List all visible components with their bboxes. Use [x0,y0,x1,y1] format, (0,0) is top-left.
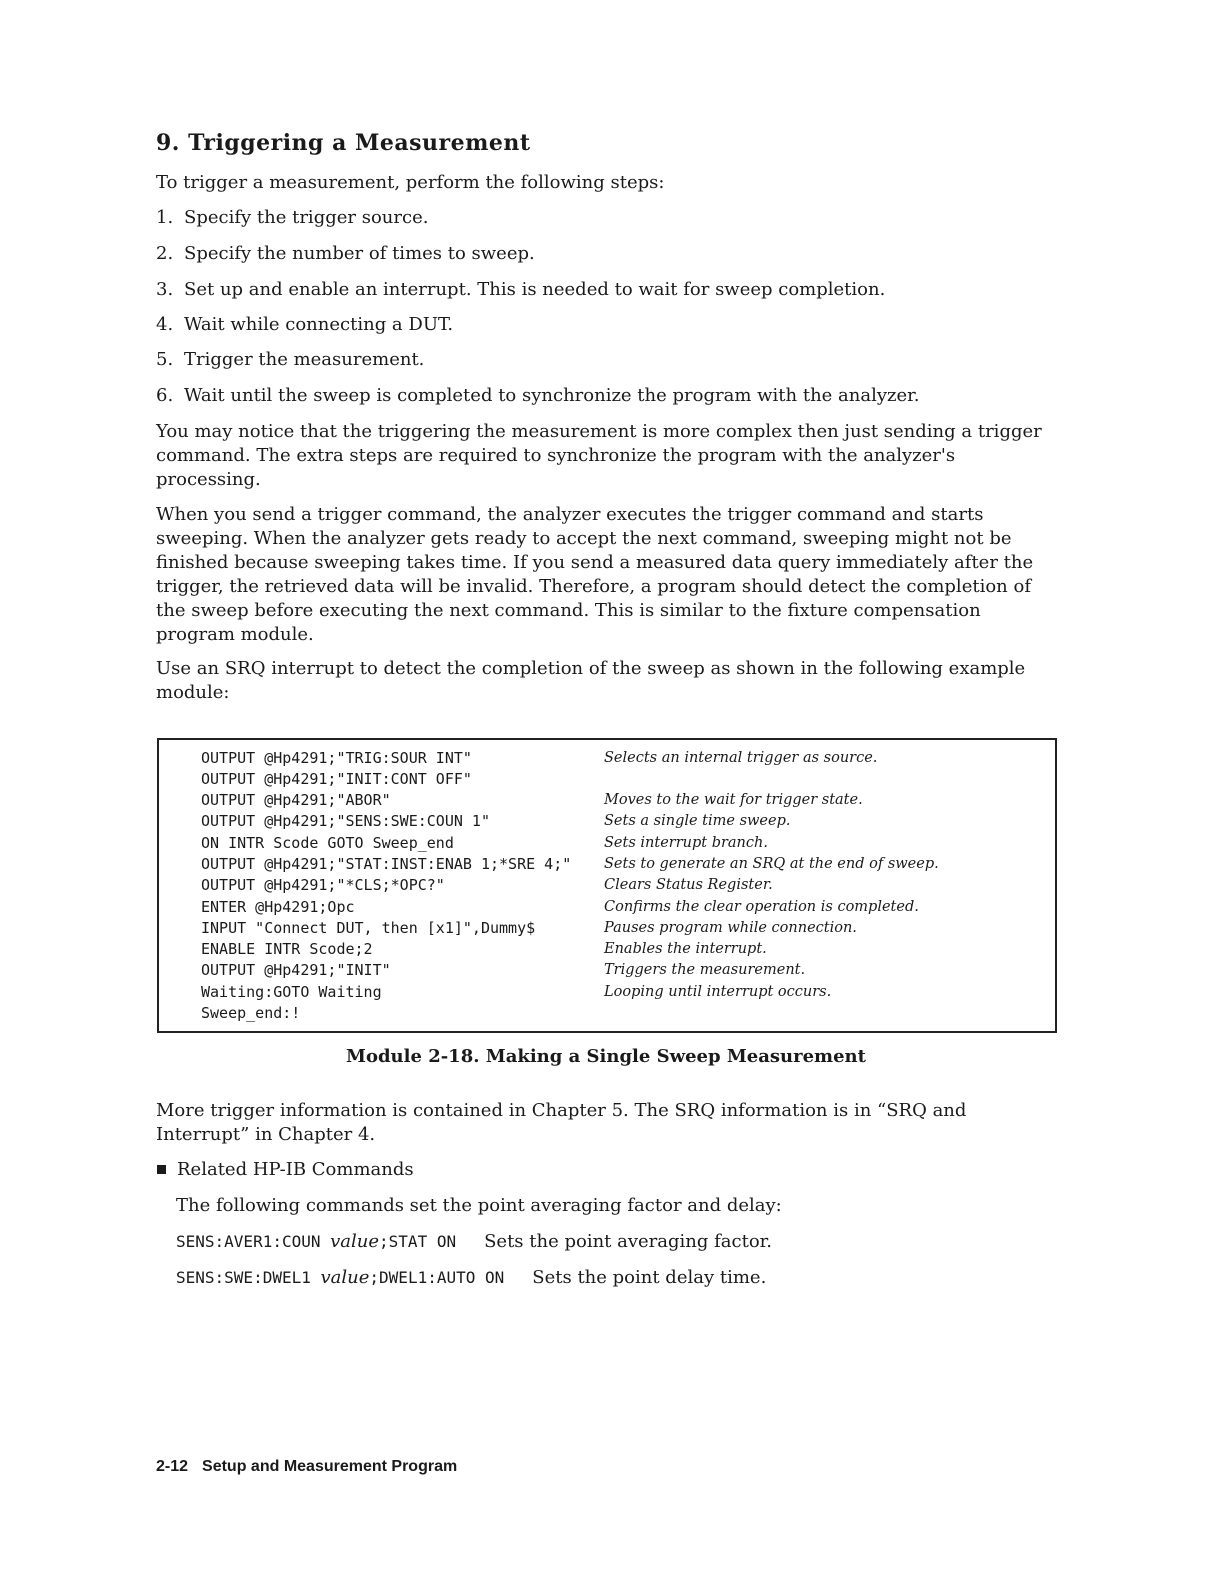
command-suffix: ;DWEL1:AUTO ON [369,1268,505,1287]
step-text: Wait while connecting a DUT. [184,314,454,335]
module-caption: Module 2-18. Making a Single Sweep Measurement [346,1046,866,1067]
code-line: OUTPUT @Hp4291;"INIT:CONT OFF" [201,770,472,788]
paragraph-srq: Use an SRQ interrupt to detect the completion of the sweep as shown in the following example module: [156,658,1026,703]
code-comment: Sets to generate an SRQ at the end of sweep. [604,856,939,872]
code-line: Sweep_end:! [201,1004,301,1022]
section-heading: 9. Triggering a Measurement [156,130,531,156]
step-number: 5. [156,349,174,370]
code-line: OUTPUT @Hp4291;"ABOR" [201,791,391,809]
step-number: 2. [156,243,174,264]
code-comment: Triggers the measurement. [604,962,806,978]
step-number: 1. [156,207,174,228]
step-number: 3. [156,279,174,300]
step-5 [156,348,424,372]
code-line: INPUT "Connect DUT, then [x1]",Dummy$ [201,919,536,937]
step-4 [156,313,453,337]
command-arg: value [320,1267,370,1288]
page-footer [156,1458,457,1476]
footer-title: Setup and Measurement Program [202,1458,458,1475]
code-line: OUTPUT @Hp4291;"TRIG:SOUR INT" [201,749,472,767]
step-text: Wait until the sweep is completed to synchronize the program with the analyzer. [184,385,920,406]
code-line: OUTPUT @Hp4291;"SENS:SWE:COUN 1" [201,812,490,830]
step-number: 6. [156,385,174,406]
page-number: 2-12 [156,1458,189,1475]
step-text: Specify the trigger source. [184,207,429,228]
code-comment: Enables the interrupt. [604,941,767,957]
intro-text: To trigger a measurement, perform the following steps: [156,172,665,193]
command-description: Sets the point averaging factor. [484,1231,773,1252]
step-text: Specify the number of times to sweep. [184,243,535,264]
paragraph-trigger: When you send a trigger command, the analyzer executes the trigger command and starts sweeping. When the analyzer gets ready to accept the next command, sweeping might not be finished because sweeping takes time. If you send a measured data query immediately after the trigger, the retrieved data will be invalid. Therefore, a program should detect the completion of the sweep before executing the next command. This is similar to the fixture compensation program module. [156,504,1034,645]
step-1 [156,206,428,230]
code-comment: Looping until interrupt occurs. [604,984,832,1000]
step-3 [156,278,885,302]
code-comment: Sets a single time sweep. [604,813,791,829]
bullet-related-commands: Related HP-IB Commands [177,1159,414,1180]
code-comment: Moves to the wait for trigger state. [604,792,863,808]
command-arg: value [330,1231,380,1252]
bullet-square-icon [157,1165,166,1174]
code-comment: Clears Status Register. [604,877,773,893]
code-line: Waiting:GOTO Waiting [201,983,382,1001]
command-prefix: SENS:SWE:DWEL1 [176,1268,321,1287]
code-comment: Selects an internal trigger as source. [604,750,878,766]
code-comment: Confirms the clear operation is completed. [604,899,919,915]
command-row [176,1266,766,1290]
code-listing-box [157,738,1057,1033]
command-prefix: SENS:AVER1:COUN [176,1232,331,1251]
paragraph-sync: You may notice that the triggering the measurement is more complex then just sending a trigger command. The extra steps are required to synchronize the program with the analyzer's processing. [156,421,1042,490]
code-comment: Pauses program while connection. [604,920,857,936]
code-line: ON INTR Scode GOTO Sweep_end [201,834,454,852]
code-line: ENTER @Hp4291;Opc [201,898,355,916]
step-6 [156,384,920,408]
command-suffix: ;STAT ON [379,1232,457,1251]
step-2 [156,242,535,266]
code-line: OUTPUT @Hp4291;"INIT" [201,961,391,979]
step-text: Trigger the measurement. [184,349,425,370]
code-line: OUTPUT @Hp4291;"*CLS;*OPC?" [201,876,445,894]
paragraph-more-info: More trigger information is contained in Chapter 5. The SRQ information is in “SRQ and Interrupt” in Chapter 4. [156,1100,967,1145]
code-line: OUTPUT @Hp4291;"STAT:INST:ENAB 1;*SRE 4;" [201,855,572,873]
step-number: 4. [156,314,174,335]
step-text: Set up and enable an interrupt. This is needed to wait for sweep completion. [184,279,886,300]
code-line: ENABLE INTR Scode;2 [201,940,373,958]
commands-intro: The following commands set the point averaging factor and delay: [176,1195,782,1216]
command-row [176,1230,772,1254]
code-comment: Sets interrupt branch. [604,835,768,851]
command-description: Sets the point delay time. [532,1267,767,1288]
